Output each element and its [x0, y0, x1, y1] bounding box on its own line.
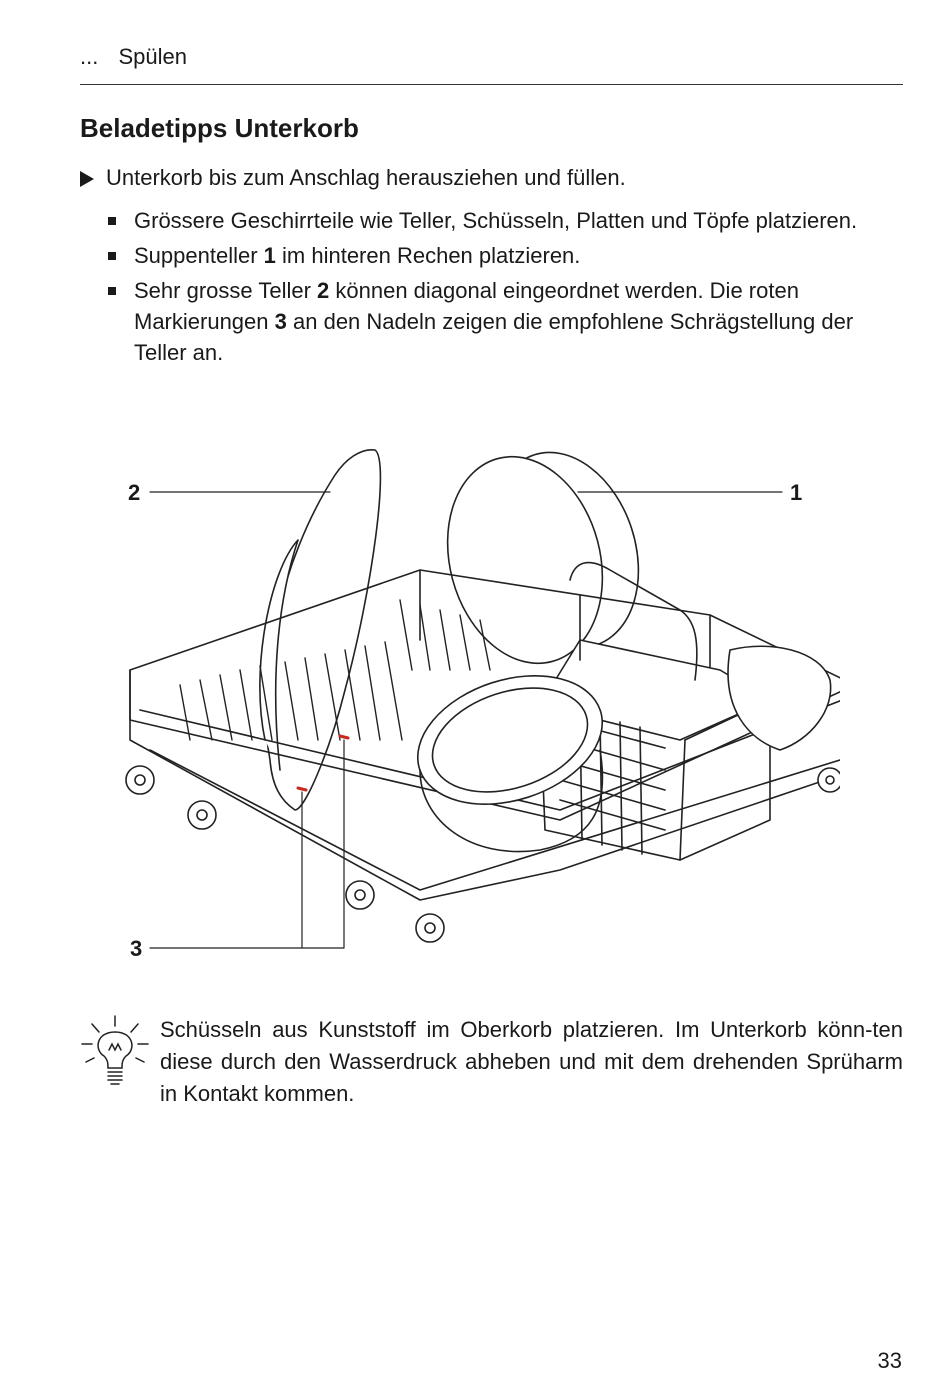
list-item: [107, 275, 897, 368]
instruction-step: [80, 162, 626, 193]
bullet-text-post: im hinteren Rechen platzieren.: [275, 243, 581, 268]
bullet-square-icon: [108, 252, 116, 260]
callout-3: 3: [130, 936, 143, 961]
header-ellipsis: ...: [80, 44, 99, 69]
bullet-square-icon: [108, 287, 116, 295]
bullet-text-pre: Sehr grosse Teller: [134, 278, 318, 303]
tip-text: Schüsseln aus Kunststoff im Oberkorb platzieren. Im Unterkorb könn-ten diese durch den Wasserdruck abheben und mit dem drehenden Sprüharm in Kontakt kommen.: [160, 1017, 903, 1106]
bullet-ref-number: 1: [263, 243, 276, 268]
bullet-ref-number: 2: [317, 278, 330, 303]
bullet-list: [107, 205, 897, 372]
soup-plates: [425, 440, 662, 681]
bullet-text-pre: Suppenteller: [134, 243, 264, 268]
large-plate: [260, 450, 381, 810]
dishwasher-basket-drawing: [120, 440, 840, 960]
header-section: Spülen: [118, 44, 187, 69]
page-number: 33: [877, 1348, 902, 1373]
step-arrow-icon: [80, 171, 94, 187]
step-text: Unterkorb bis zum Anschlag herausziehen und füllen.: [106, 165, 626, 190]
bullet-text: Grössere Geschirrteile wie Teller, Schüsseln, Platten und Töpfe platzieren.: [134, 208, 858, 233]
callout-2: 2: [128, 480, 141, 505]
list-item: [107, 240, 897, 271]
lightbulb-icon: [80, 1014, 150, 1094]
page-header: [80, 44, 903, 85]
bullet-square-icon: [108, 217, 116, 225]
list-item: [107, 205, 897, 236]
bullet-text-mid: können diagonal eingeordnet werden. Die roten Markierungen: [134, 278, 799, 334]
callout-1: 1: [790, 480, 803, 505]
bullet-text-post: an den Nadeln zeigen die empfohlene Schrägstellung der Teller an.: [134, 309, 854, 365]
page-title: Beladetipps Unterkorb: [80, 113, 359, 143]
basket-illustration: [120, 440, 840, 960]
bowl: [728, 646, 831, 750]
bullet-ref-number-2: 3: [274, 309, 287, 334]
